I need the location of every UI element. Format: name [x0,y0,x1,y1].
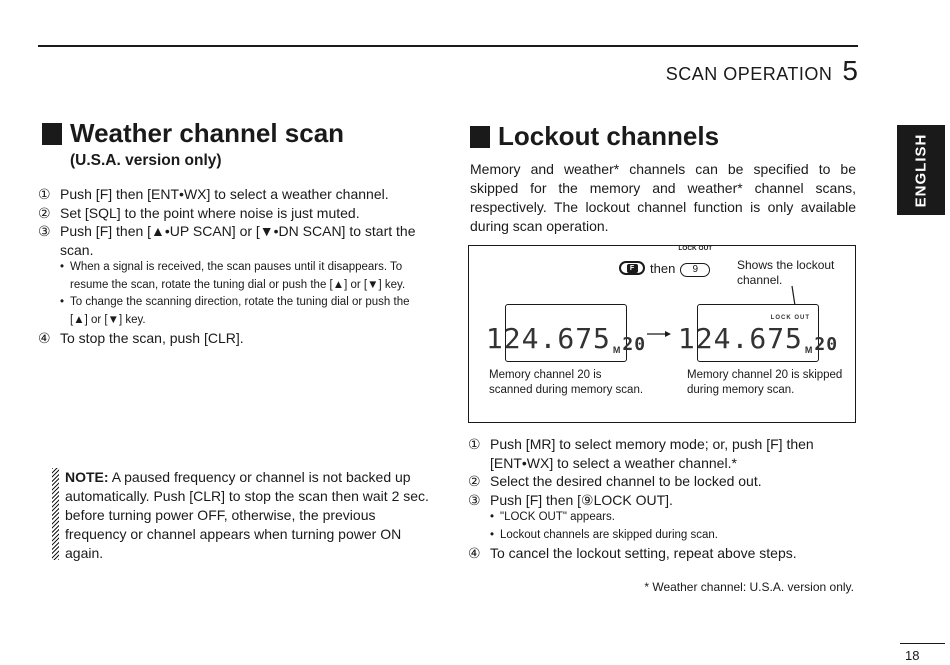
language-tab [897,125,945,215]
weather-step-3 [38,222,428,259]
step-text: Push [F] then [▲•UP SCAN] or [▼•DN SCAN] to start the scan. [60,223,416,258]
lcd-right-lockout-indicator: LOCK OUT [770,315,810,321]
heading-square-icon [470,126,490,148]
caption-left: Memory channel 20 is scanned during memory scan. [489,369,644,396]
language-tab-label: ENGLISH [912,133,930,207]
bullet-text: To change the scanning direction, rotate the tuning dial or push the [▲] or [▼] key. [70,296,410,326]
step-number: ④ [468,545,481,561]
step-text: Push [F] then [ENT•WX] to select a weather channel. [60,186,389,202]
note-label: NOTE: [65,469,109,485]
step-number: ③ [38,223,51,239]
lcd-left [485,304,647,362]
step-number: ① [38,186,51,202]
lcd-right-channel: 20 [814,334,839,355]
lockout-heading [470,121,719,152]
weather-step-4 [38,329,428,348]
note-hatch-bar [52,468,59,560]
lcd-right-memory-indicator: M [804,345,814,355]
step-text: Set [SQL] to the point where noise is just muted. [60,204,360,221]
step-number: ② [38,204,51,221]
lcd-left-memory-indicator: M [612,345,622,355]
note-body [65,468,432,563]
step-text: Push [F] then [⑨LOCK OUT]. [490,491,673,508]
lockout-step-2 [468,472,858,491]
weather-bullet-1: • When a signal is received, the scan pauses until it disappears. To resume the scan, rotate the tuning dial or push the [▲] or [▼] key. [60,259,428,294]
caption-right: Memory channel 20 is skipped during memory scan. [687,369,843,396]
lockout-step-4 [468,544,858,563]
step-text: To cancel the lockout setting, repeat above steps. [490,545,797,561]
bullet-text: "LOCK OUT" appears. [500,511,615,523]
step-number: ① [468,436,481,452]
step-number: ② [468,473,481,489]
f-key-icon: F [619,261,645,275]
lockout-step-3 [468,491,858,510]
page-number: 18 [905,648,920,663]
top-rule [38,45,858,47]
lcd-right-frequency: 124.675 [677,322,803,355]
lcd-right [677,304,839,362]
weather-steps [38,185,428,348]
lockout-title: Lockout channels [498,121,720,151]
weather-step-2 [38,204,428,223]
note-box [52,468,432,563]
lockout-steps [468,435,858,563]
lcd-left-frequency: 124.675 [485,322,611,355]
weather-step-1 [38,185,428,204]
lockout-bullet-2: • Lockout channels are skipped during scan. [490,527,858,545]
bullet-text: When a signal is received, the scan pauses until it disappears. To resume the scan, rotate the tuning dial or push the [▲] or [▼] key. [70,261,406,291]
step-text: Push [MR] to select memory mode; or, push [F] then [ENT•WX] to select a weather channel.* [490,436,814,471]
weather-bullet-2: • To change the scanning direction, rotate the tuning dial or push the [▲] or [▼] key. [60,294,428,329]
lockout-step-1 [468,435,858,472]
step-text: Select the desired channel to be locked out. [490,473,762,489]
arrow-head-icon [665,331,671,337]
section-number: 5 [842,55,858,86]
bottom-rule [900,643,945,644]
lockout-key-label: LOCK OUT [678,245,713,252]
lockout-callout: Shows the lockout channel. [737,258,835,287]
step-number: ③ [468,491,481,508]
section-header [666,55,858,87]
weather-scan-subtitle: (U.S.A. version only) [70,152,222,169]
heading-square-icon [42,123,62,145]
section-title: SCAN OPERATION [665,64,833,84]
note-text: A paused frequency or channel is not backed up automatically. Push [CLR] to stop the scan then wait 2 sec. before turning power OFF, otherwise, the previous frequency or channel appears when turning power ON again. [65,469,429,561]
weather-scan-heading [42,118,344,149]
lcd-left-channel: 20 [622,334,647,355]
lockout-figure [468,245,856,423]
lockout-intro: Memory and weather* channels can be specified to be skipped for the memory and weather* channel scans, respectively. The lockout channel function is only available during scan operation. [470,161,856,234]
footnote: * Weather channel: U.S.A. version only. [644,580,854,594]
nine-key-icon: 9 [680,263,710,277]
then-text: then [650,260,676,276]
bullet-text: Lockout channels are skipped during scan. [500,528,719,541]
step-number: ④ [38,330,51,346]
step-text: To stop the scan, push [CLR]. [60,330,244,346]
weather-scan-title: Weather channel scan [70,118,345,148]
lockout-bullet-1: • "LOCK OUT" appears. [490,509,858,527]
